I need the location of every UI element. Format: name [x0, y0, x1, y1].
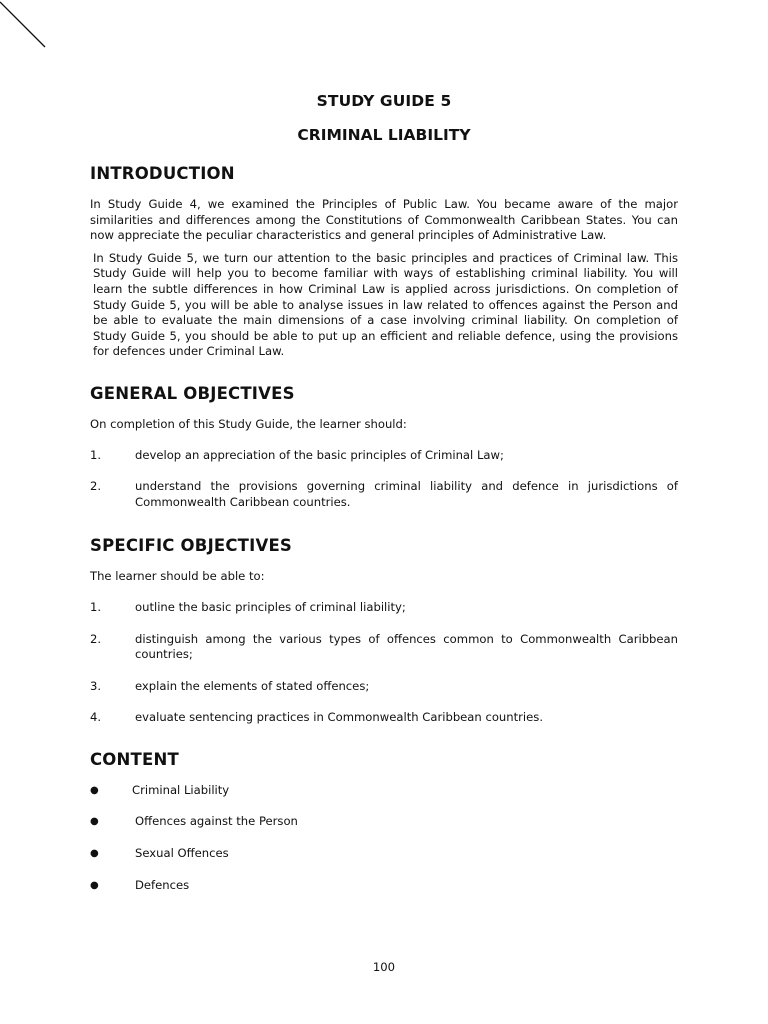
- item-number: 2.: [90, 479, 102, 494]
- item-number: 4.: [90, 710, 102, 725]
- bullet-icon: ●: [90, 879, 99, 891]
- item-text: explain the elements of stated offences;: [135, 678, 370, 693]
- list-item: [90, 600, 678, 616]
- specific-objectives-list: [90, 600, 678, 726]
- introduction-paragraph: In Study Guide 5, we turn our attention to the basic principles and practices of Criminal law. This Study Guide will help you to become familiar with ways of establishing criminal liability. You will learn the subtle differences in how Criminal Law is applied across jurisdictions. On completion of Study Guide 5, you will be able to analyse issues in law related to offences against the Person and be able to evaluate the main dimensions of a case involving criminal liability. On completion of Study Guide 5, you should be able to put up an efficient and reliable defence, using the provisions for defences under Criminal Law.: [93, 250, 678, 359]
- introduction-paragraph: In Study Guide 4, we examined the Principles of Public Law. You became aware of the major similarities and differences among the Constitutions of Commonwealth Caribbean States. You can now appreciate the peculiar characteristics and general principles of Administrative Law.: [90, 197, 678, 243]
- list-item: [90, 632, 678, 663]
- item-text: Criminal Liability: [132, 782, 230, 797]
- item-text: develop an appreciation of the basic principles of Criminal Law;: [135, 447, 504, 462]
- general-objectives-heading: GENERAL OBJECTIVES: [90, 383, 295, 403]
- item-text: Offences against the Person: [135, 814, 298, 829]
- content-section: [90, 750, 678, 893]
- item-number: 3.: [90, 678, 102, 693]
- item-text: understand the provisions governing criminal liability and defence in jurisdictions of Commonwealth Caribbean countries.: [135, 479, 678, 509]
- content-heading: CONTENT: [90, 749, 179, 769]
- item-text: outline the basic principles of criminal liability;: [135, 599, 406, 614]
- item-number: 1.: [90, 447, 102, 462]
- page-number: 100: [372, 960, 396, 974]
- bullet-icon: ●: [90, 848, 99, 860]
- list-item: [90, 878, 678, 894]
- list-item: [90, 814, 678, 830]
- general-objectives-list: [90, 448, 678, 511]
- introduction-section: [90, 164, 678, 360]
- item-number: 2.: [90, 631, 102, 646]
- list-item: [90, 448, 678, 464]
- list-item: [90, 710, 678, 726]
- guide-title: STUDY GUIDE 5: [316, 92, 452, 110]
- item-text: Sexual Offences: [135, 846, 229, 861]
- guide-subtitle: CRIMINAL LIABILITY: [297, 126, 471, 144]
- document-page: [90, 92, 678, 909]
- bullet-icon: ●: [90, 784, 99, 796]
- general-objectives-section: [90, 384, 678, 510]
- content-list: [90, 783, 678, 893]
- item-number: 1.: [90, 599, 102, 614]
- introduction-heading: INTRODUCTION: [90, 164, 235, 183]
- list-item: [90, 479, 678, 510]
- item-text: distinguish among the various types of offences common to Commonwealth Caribbean countries;: [135, 631, 678, 662]
- specific-objectives-section: [90, 536, 678, 726]
- item-text: Defences: [135, 877, 190, 892]
- list-item: [90, 783, 678, 799]
- list-item: [90, 846, 678, 862]
- specific-objectives-heading: SPECIFIC OBJECTIVES: [90, 536, 293, 556]
- general-objectives-lead: On completion of this Study Guide, the learner should:: [90, 416, 407, 431]
- bullet-icon: ●: [90, 816, 99, 828]
- corner-fold-line: [0, 0, 50, 50]
- specific-objectives-lead: The learner should be able to:: [90, 569, 265, 584]
- item-text: evaluate sentencing practices in Commonwealth Caribbean countries.: [135, 710, 544, 725]
- list-item: [90, 679, 678, 695]
